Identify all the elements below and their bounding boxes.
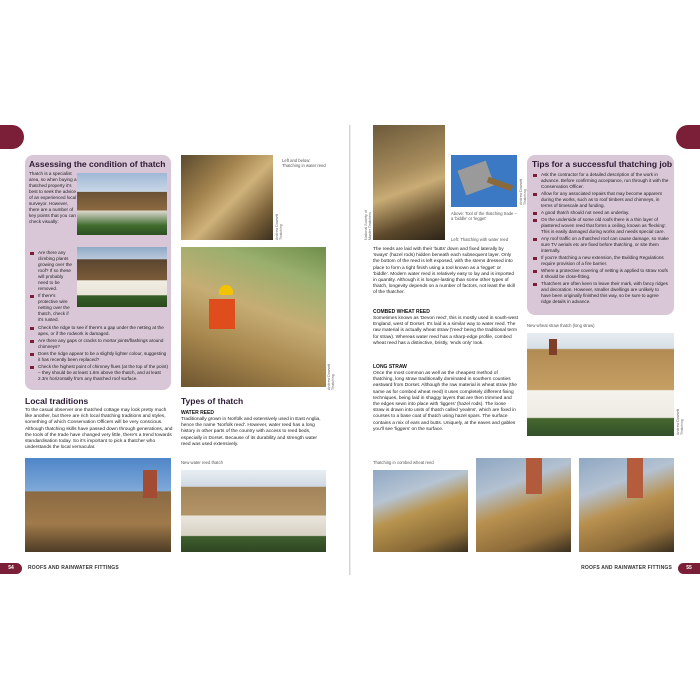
assessing-bullet-2: If there's protective wire netting over the thatch, check if it's rusted.	[29, 293, 74, 323]
footer-title-right: ROOFS AND RAINWATER FITTINGS	[581, 565, 672, 571]
credit-2: Andrew Dowsett Thatching	[327, 363, 335, 390]
credit-straw: Andrew Dowsett Thatching	[676, 408, 684, 435]
combed-wheat-photo-2	[476, 458, 571, 552]
tip-6: If you're thatching a new extension, the Building Regulations require provision of a fire barrier.	[532, 255, 670, 267]
hard-hat	[219, 285, 233, 295]
assessing-bullets	[29, 250, 169, 383]
assessing-intro: Thatch is a specialist area, so when buying a thatched property it's best to seek the advice of an experienced local surveyor. However, there are a number of key points that you can check visually:	[29, 171, 77, 224]
cottage-chimney	[549, 339, 557, 355]
tip-1: Ask the contractor for a detailed description of the work in advance. Before confirming acceptance, run through it with the Conservation Officer.	[532, 172, 670, 190]
legget-tool-photo	[451, 155, 517, 207]
thatcher-hands-photo	[181, 155, 273, 240]
combed-wheat-subhead: COMBED WHEAT REED	[373, 309, 430, 315]
credit-1: Andrew Dowsett Thatching	[275, 213, 283, 240]
page-number-right: 55	[678, 563, 700, 574]
long-straw-cottage-photo	[527, 333, 674, 436]
caption-long-straw: New wheat straw thatch (long straw)	[527, 323, 595, 328]
tip-4: On the underside of some old roofs there is a thin layer of plastered woven reed that forms a ceiling, known as 'flecking'. This is easily damaged during works and needs special care.	[532, 217, 670, 235]
combed-wheat-body: Sometimes known as 'Devon reed', this is mostly used in south-west England, west of Dorset. It's laid is a similar way to water reed. The raw material is actually wheat straw ('reed' being the traditional term for straw). Whereas water reed has a sharp-edge profile, combed wheat reed has a distinctive, bristly, 'ends only' look.	[373, 316, 519, 346]
local-traditions-body: To the casual observer one thatched cottage may look pretty much like another, but there are rich local thatching traditions and styles, something of which Conservation Officers will be very conscious. Although thatching skills have passed down through generations, and the tools of the trade have changed very little, there's a trend towards standardisation today. So it's important to pick a thatcher who understands the local vernacular.	[25, 408, 173, 451]
thatcher-roof-photo	[181, 247, 326, 387]
caption-tool: Above: Tool of the thatching trade – a 'biddle' or 'legget'	[451, 211, 517, 221]
legget-handle	[487, 177, 513, 192]
book-gutter	[349, 125, 351, 575]
credit-tool: Andrew Dowsett Thatching	[519, 178, 527, 205]
caption-combed-wheat: Thatching in combed wheat reed	[373, 460, 434, 465]
right-page-tab	[676, 125, 700, 149]
local-traditions-title: Local traditions	[25, 396, 89, 406]
assessing-bullet-6: Check the highest point of chimney flues (at the top of the point) – they should be at least 1.8m above the thatch, and at least 2.3m horizontally from any thatched roof surface.	[29, 364, 168, 382]
tip-5: Any roof traffic on a thatched roof can cause damage, so make sure TV aerials etc are fixed before thatching, or site them internally.	[532, 236, 670, 254]
caption-new-water-reed: New water reed thatch	[181, 460, 223, 465]
chimney	[143, 470, 157, 498]
hi-vis-vest	[209, 299, 235, 329]
tips-bullets	[532, 172, 670, 306]
thatchers-on-ladder-photo	[373, 125, 445, 240]
tip-8: Thatchers are often keen to leave their mark, with fancy ridges and decoration. However, smaller dwellings are unlikely to have been originally finished this way, so be sure to agree ridge details in advance.	[532, 281, 670, 305]
combed-chimney-2	[627, 458, 643, 498]
assessing-bullet-5: Does the ridge appear to be a slightly lighter colour, suggesting it has recently been replaced?	[29, 351, 168, 363]
combed-wheat-photo-3	[579, 458, 674, 552]
assessing-bullet-3: Check the ridge to see if there's a gap under the netting at the apex, or if the rodwork is damaged.	[29, 325, 168, 337]
tip-3: A good thatch should not need an underlay.	[532, 210, 670, 216]
left-page-tab	[0, 125, 24, 149]
long-straw-body: Once the most common as well as the cheapest method of thatching, long straw traditionally dominated in southern counties eastward from Dorset. Although the raw material is wheat straw (the same as for combed wheat reed) it uses completely different fixing techniques, being laid in shaggy layers that are then trimmed and the edges sewn into place with 'liggers' (hazel rods). The loose straw is drawn into units of thatch called 'yealms', which are fixed in courses to a base coat of thatch using hazel spars. The surface contains a mix of ears and butts. Uniquely, at the eaves and gables you'll see 'liggers' on the surface.	[373, 371, 517, 432]
assessing-bullet-1: Are there any climbing plants growing over the roof? If so these will probably need to be removed.	[29, 250, 74, 292]
footer-title-left: ROOFS AND RAINWATER FITTINGS	[28, 565, 119, 571]
long-straw-subhead: LONG STRAW	[373, 364, 407, 370]
combed-chimney-1	[526, 458, 542, 494]
assessing-thatch-title: Assessing the condition of thatch	[29, 159, 166, 169]
page-number-left: 54	[0, 563, 22, 574]
types-of-thatch-title: Types of thatch	[181, 396, 244, 406]
water-reed-body: Traditionally grown in Norfolk and extensively used in East Anglia, hence the name 'Norfolk reed'. However, water reed has a long history in other parts of the country with access to reed beds, especially in Dorset. Because of its durability and strength water reed was used extensively.	[181, 417, 321, 447]
local-roof-photo	[25, 458, 171, 552]
tip-2: Allow for any associated repairs that may become apparent during the works, such as to roof timbers and chimneys, in terms of timescale and funding.	[532, 191, 670, 209]
reed-intro-body: The reeds are laid with their 'butts' down and fixed laterally by 'sways' (hazel rods) hidden beneath each subsequent layer. Only the bottom of the reed is left exposed, with the stems dressed into place to form a tight finish using a tool known as a 'legget' or 'biddle'. Modern water reed is relatively easy to lay and is imported in quantity. Although it is longer-lasting than some other types of thatch, longevity depends on a number of factors, not least the skill of the thatcher.	[373, 247, 515, 296]
assessing-thatch-box	[25, 155, 171, 390]
assessing-bullet-4: Are there any gaps or cracks to mortar joints/flashings around chimneys?	[29, 338, 168, 350]
caption-water-reed: Left and below: Thatching in water reed	[282, 158, 326, 168]
combed-wheat-photo-1	[373, 470, 468, 552]
credit-nsmt: National Society of Master Thatchers	[364, 210, 372, 240]
thatched-cottage-photo-1	[77, 173, 167, 235]
caption-thatching-water-reed: Left: Thatching with water reed	[451, 237, 509, 242]
tip-7: Where a protective covering of netting is applied to straw roofs it should be close-fitting.	[532, 268, 670, 280]
water-reed-subhead: WATER REED	[181, 410, 214, 416]
tips-title: Tips for a successful thatching job	[532, 159, 673, 169]
water-reed-cottage-photo	[181, 470, 326, 552]
tips-box	[527, 155, 674, 315]
